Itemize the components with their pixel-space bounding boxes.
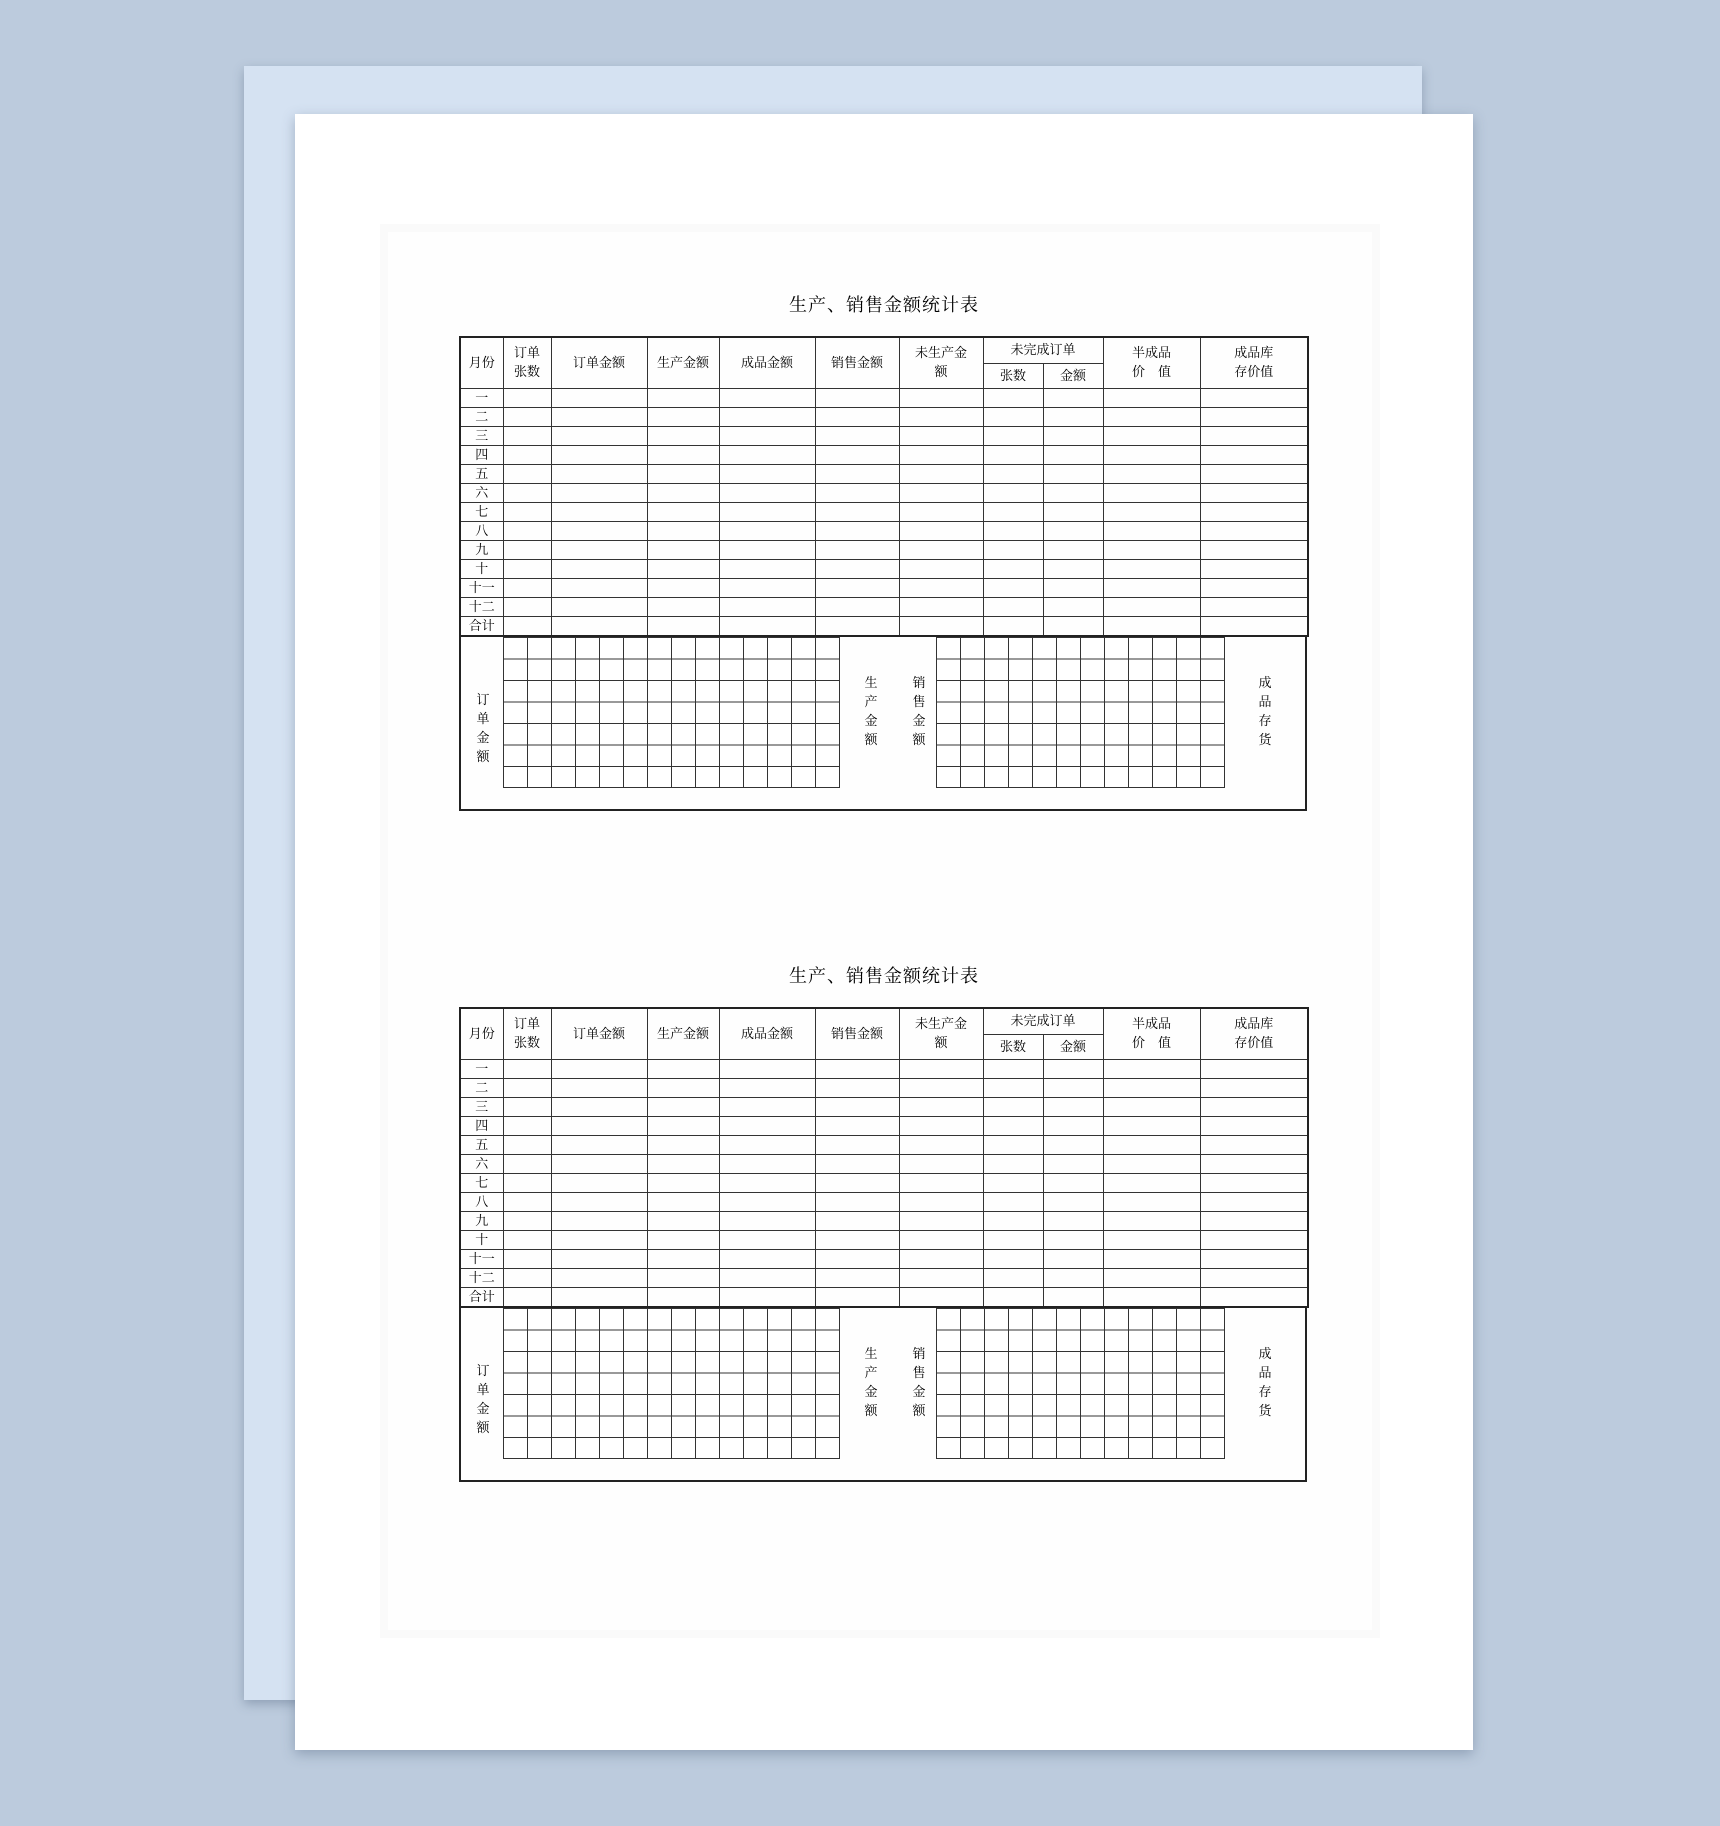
chart-label-sales-amount: 销售金额 — [912, 1347, 926, 1419]
header-unfinished-orders: 未完成订单 — [983, 337, 1103, 364]
header-finished-stock-value: 成品库 存价值 — [1200, 1008, 1308, 1060]
month-label: 十二 — [460, 598, 503, 617]
statistics-table — [459, 336, 1309, 637]
header-semi-finished-value: 半成品 价 值 — [1103, 337, 1200, 389]
amount-chart-area — [459, 1308, 1307, 1482]
month-label: 四 — [460, 1117, 503, 1136]
header-production-amount: 生产金额 — [647, 337, 719, 389]
month-label: 三 — [460, 1098, 503, 1117]
sales-amount-grid — [936, 1308, 1225, 1459]
header-unfinished-amount: 金额 — [1043, 364, 1103, 389]
chart-label-finished-stock: 成品存货 — [1258, 676, 1272, 748]
table-row — [460, 522, 1308, 541]
chart-label-sales-amount: 销售金额 — [912, 676, 926, 748]
total-row — [460, 617, 1308, 637]
month-label: 六 — [460, 1155, 503, 1174]
table-row — [460, 1098, 1308, 1117]
month-label: 三 — [460, 427, 503, 446]
header-finished-amount: 成品金额 — [719, 337, 815, 389]
header-unfinished-orders: 未完成订单 — [983, 1008, 1103, 1035]
month-label: 合计 — [460, 617, 503, 637]
month-label: 合计 — [460, 1288, 503, 1308]
table-row — [460, 503, 1308, 522]
month-label: 一 — [460, 1060, 503, 1079]
header-unfinished-count: 张数 — [983, 1035, 1043, 1060]
month-label: 七 — [460, 1174, 503, 1193]
header-sales-amount: 销售金额 — [815, 337, 899, 389]
header-unproduced-amount: 未生产金额 — [899, 1008, 983, 1060]
table-row — [460, 1079, 1308, 1098]
header-order-count: 订单张数 — [503, 337, 551, 389]
table-row — [460, 1193, 1308, 1212]
header-unfinished-count: 张数 — [983, 364, 1043, 389]
month-label: 九 — [460, 1212, 503, 1231]
month-label: 二 — [460, 1079, 503, 1098]
month-label: 十 — [460, 1231, 503, 1250]
header-finished-amount: 成品金额 — [719, 1008, 815, 1060]
header-order-amount: 订单金额 — [551, 1008, 647, 1060]
front-paper-sheet — [295, 114, 1473, 1750]
chart-label-production-amount: 生产金额 — [864, 676, 878, 748]
form-title: 生产、销售金额统计表 — [789, 295, 979, 316]
chart-label-production-amount: 生产金额 — [864, 1347, 878, 1419]
amount-chart-area — [459, 637, 1307, 811]
chart-label-order-amount: 订单金额 — [476, 693, 490, 765]
table-row — [460, 579, 1308, 598]
table-row — [460, 465, 1308, 484]
month-label: 二 — [460, 408, 503, 427]
table-row — [460, 1269, 1308, 1288]
table-row — [460, 541, 1308, 560]
header-month: 月份 — [460, 1008, 503, 1060]
month-label: 十一 — [460, 579, 503, 598]
table-row — [460, 1174, 1308, 1193]
header-order-count: 订单张数 — [503, 1008, 551, 1060]
month-label: 八 — [460, 522, 503, 541]
header-unfinished-amount: 金额 — [1043, 1035, 1103, 1060]
table-row — [460, 1155, 1308, 1174]
chart-label-finished-stock: 成品存货 — [1258, 1347, 1272, 1419]
header-order-amount: 订单金额 — [551, 337, 647, 389]
order-amount-grid — [503, 637, 840, 788]
month-label: 十一 — [460, 1250, 503, 1269]
table-row — [460, 1212, 1308, 1231]
statistics-table — [459, 1007, 1309, 1308]
table-row — [460, 560, 1308, 579]
month-label: 十 — [460, 560, 503, 579]
table-row — [460, 1117, 1308, 1136]
month-label: 十二 — [460, 1269, 503, 1288]
month-label: 一 — [460, 389, 503, 408]
table-row — [460, 484, 1308, 503]
table-row — [460, 427, 1308, 446]
month-label: 九 — [460, 541, 503, 560]
month-label: 四 — [460, 446, 503, 465]
month-rows — [460, 1060, 1308, 1308]
table-row — [460, 1231, 1308, 1250]
table-row — [460, 446, 1308, 465]
header-sales-amount: 销售金额 — [815, 1008, 899, 1060]
month-label: 八 — [460, 1193, 503, 1212]
month-label: 六 — [460, 484, 503, 503]
table-row — [460, 408, 1308, 427]
order-amount-grid — [503, 1308, 840, 1459]
form-title: 生产、销售金额统计表 — [789, 966, 979, 987]
chart-label-order-amount: 订单金额 — [476, 1364, 490, 1436]
statistics-form-1 — [459, 290, 1309, 811]
table-row — [460, 598, 1308, 617]
header-production-amount: 生产金额 — [647, 1008, 719, 1060]
total-row — [460, 1288, 1308, 1308]
table-row — [460, 1250, 1308, 1269]
month-rows — [460, 389, 1308, 637]
sales-amount-grid — [936, 637, 1225, 788]
table-row — [460, 389, 1308, 408]
header-finished-stock-value: 成品库 存价值 — [1200, 337, 1308, 389]
table-row — [460, 1060, 1308, 1079]
month-label: 七 — [460, 503, 503, 522]
month-label: 五 — [460, 1136, 503, 1155]
header-semi-finished-value: 半成品 价 值 — [1103, 1008, 1200, 1060]
table-row — [460, 1136, 1308, 1155]
header-month: 月份 — [460, 337, 503, 389]
month-label: 五 — [460, 465, 503, 484]
header-unproduced-amount: 未生产金额 — [899, 337, 983, 389]
statistics-form-2 — [459, 961, 1309, 1482]
